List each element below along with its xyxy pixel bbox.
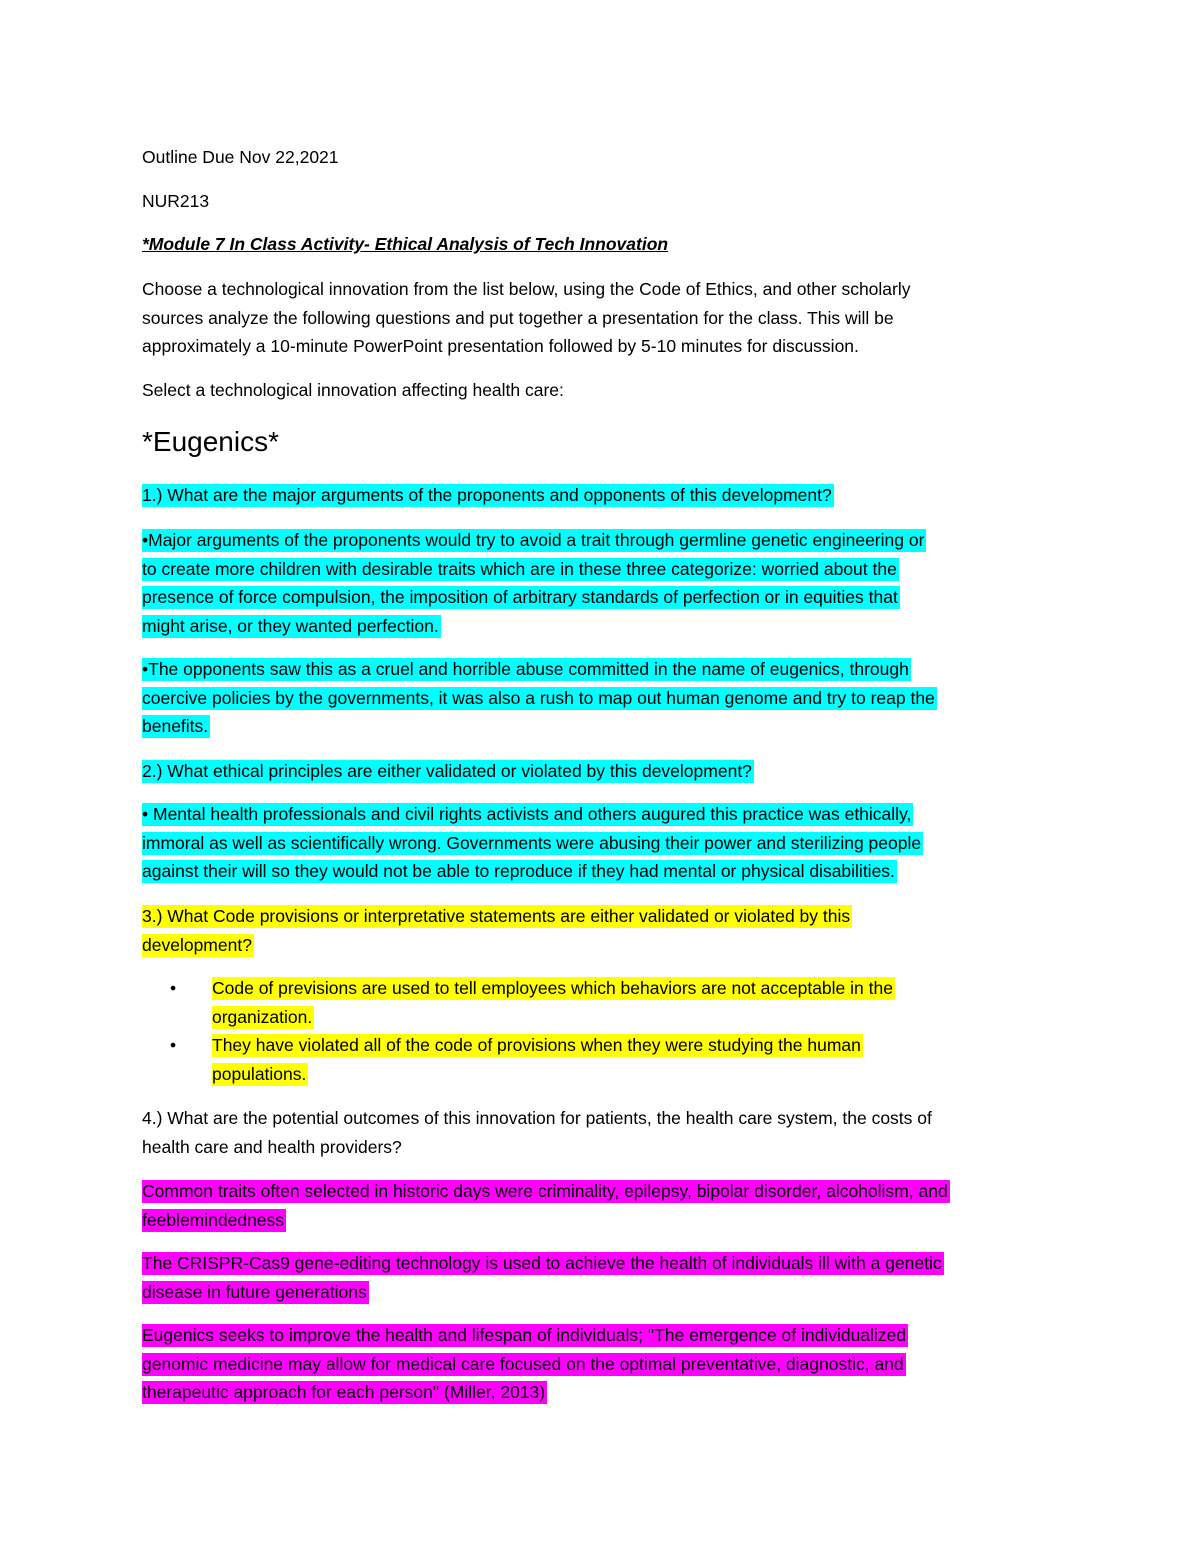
- select-prompt: Select a technological innovation affecting health care:: [142, 380, 564, 400]
- answer-1-opponents: •The opponents saw this as a cruel and horrible abuse committed in the name of eugenics, through coercive policies by the governments, it was also a rush to map out human genome and try to reap the benefits.: [142, 659, 935, 737]
- course-code: NUR213: [142, 191, 210, 211]
- due-date-line: Outline Due Nov 22,2021: [142, 147, 339, 167]
- bullet-icon: •: [170, 1035, 177, 1055]
- topic-heading: *Eugenics*: [142, 426, 279, 457]
- answer-4-lifespan: Eugenics seeks to improve the health and lifespan of individuals; "The emergence of individualized genomic medicine may allow for medical care focused on the optimal preventative, diagnostic, and therapeutic approach for each person" (Miller, 2013): [142, 1325, 907, 1403]
- answer-2: • Mental health professionals and civil rights activists and others augured this practice was ethically, immoral as well as scientifically wrong. Governments were abusing their power and sterilizing people against their will so they would not be able to reproduce if they had mental or physical disabilities.: [142, 804, 922, 882]
- document-page: Outline Due Nov 22,2021 NUR213 *Module 7 In Class Activity- Ethical Analysis of Tech Innovation Choose a technological innovation from the list below, using the Code of Ethics, and other scholarly sources analyze the following questions and put together a presentation for the class. This will be approximately a 10-minute PowerPoint presentation followed by 5-10 minutes for discussion. Select a technological innovation affecting health care: *Eugenics* 1.) What are the major arguments of the proponents and opponents of this development? •Major arguments of the proponents would try to avoid a trait through germline genetic engineering or to create more children with desirable traits which are in these three categorize: worried about the presence of force compulsion, the imposition of arbitrary standards of perfection or in equities that might arise, or they wanted perfection. •The opponents saw this as a cruel and horrible abuse committed in the name of eugenics, through coercive policies by the governments, it was also a rush to map out human genome and try to reap the benefits. 2.) What ethical principles are either validated or violated by this development? • Mental health professionals and civil rights activists and others augured this practice was ethically, immoral as well as scientifically wrong. Governments were abusing their power and sterilizing people against their will so they would not be able to reproduce if they had mental or physical disabilities. 3.) What Code provisions or interpretative statements are either validated or violated by this development? • Code of previsions are used to tell employees which behaviors are not acceptable in the organization. • They have violated all of the code of provisions when they were studying the human populations. 4.) What are the potential outcomes of this innovation for patients, the health care system, the costs of health care and health providers? Common traits often selected in historic days were criminality, epilepsy, bipolar disorder, alcoholism, and feeblemindedness The CRISPR-Cas9 gene-editing technology is used to achieve the health of individuals ill with a genetic disease in future generations Eugenics seeks to improve the health and lifespan of individuals; "The emergence of individualized genomic medicine may allow for medical care focused on the optimal preventative, diagnostic, and therapeutic approach for each person" (Miller, 2013): [0, 0, 1200, 1553]
- bullet-icon: •: [170, 978, 177, 998]
- answer-4-crispr: The CRISPR-Cas9 gene-editing technology is used to achieve the health of individuals ill with a genetic disease in future generations: [142, 1253, 942, 1302]
- question-3: 3.) What Code provisions or interpretative statements are either validated or violated by this development?: [142, 906, 851, 955]
- question-4: 4.) What are the potential outcomes of this innovation for patients, the health care system, the costs of health care and health providers?: [142, 1108, 932, 1157]
- question-2: 2.) What ethical principles are either validated or violated by this development?: [142, 761, 752, 781]
- instructions-paragraph: Choose a technological innovation from the list below, using the Code of Ethics, and other scholarly sources analyze the following questions and put together a presentation for the class. This will be approximately a 10-minute PowerPoint presentation followed by 5-10 minutes for discussion.: [142, 279, 911, 357]
- assignment-title: *Module 7 In Class Activity- Ethical Analysis of Tech Innovation: [142, 234, 669, 254]
- answer-1-proponents: •Major arguments of the proponents would try to avoid a trait through germline genetic engineering or to create more children with desirable traits which are in these three categorize: worried about the presence of force compulsion, the imposition of arbitrary standards of perfection or in equities that might arise, or they wanted perfection.: [142, 530, 925, 636]
- question-1: 1.) What are the major arguments of the proponents and opponents of this development?: [142, 485, 832, 505]
- answer-4-traits: Common traits often selected in historic days were criminality, epilepsy, bipolar disorder, alcoholism, and feeblemindedness: [142, 1181, 948, 1230]
